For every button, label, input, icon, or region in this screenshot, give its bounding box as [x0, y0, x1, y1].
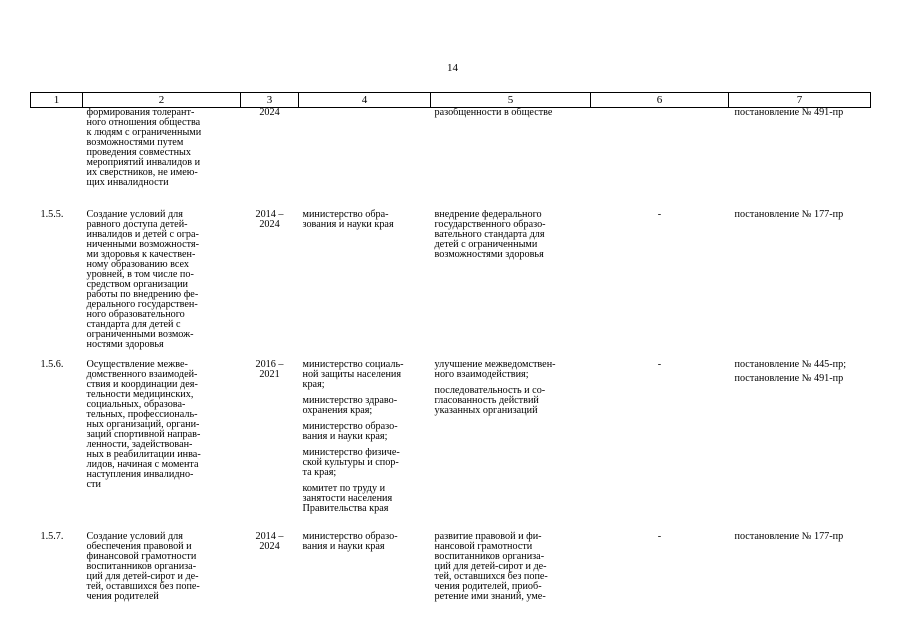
- cell-paragraph: министерство обра- зования и науки края: [302, 209, 394, 230]
- cell-paragraph: министерство образо- вания и науки края: [302, 531, 398, 552]
- cell-paragraph: постановление № 445-пр;: [734, 359, 847, 370]
- measure-number: [31, 108, 83, 203]
- cell-paragraph: министерство физиче- ской культуры и спор- та края;: [302, 447, 400, 478]
- cell-paragraph: комитет по труду и занятости населения Правительства края: [302, 483, 393, 514]
- measure-executors: [299, 108, 431, 203]
- measure-regulations: [729, 202, 871, 354]
- header-row: [31, 93, 871, 108]
- measure-period: 2016 – 2021: [255, 359, 284, 380]
- cell-paragraph: постановление № 491-пр: [734, 373, 844, 384]
- measure-regulations: [729, 526, 871, 602]
- measure-column-6: -: [657, 209, 662, 220]
- header-cell: 4: [299, 93, 431, 108]
- table-row: [31, 354, 871, 526]
- header-cell: 6: [591, 93, 729, 108]
- measure-number: 1.5.6.: [40, 359, 64, 370]
- header-cell: 2: [83, 93, 241, 108]
- cell-paragraph: внедрение федерального государственного образо- вательного стандарта для детей с ограниченными возможностями здоровья: [434, 209, 546, 260]
- header-cell: 7: [729, 93, 871, 108]
- measure-description: Создание условий для равного доступа детей- инвалидов и детей с огра- ниченными возможностя- ми здоровья к качествен- ному образованию всех уровней, в том числе по- средством организации работы по внедрению фе- дерального государствен- ного образовательного стандарта для детей с ограниченными возмож- ностями здоровья: [86, 209, 199, 350]
- header-cell: 3: [241, 93, 299, 108]
- measure-executors: [299, 202, 431, 354]
- cell-paragraph: последовательность и со- гласованность действий указанных организаций: [434, 385, 546, 416]
- cell-paragraph: постановление № 177-пр: [734, 209, 844, 220]
- measure-number: 1.5.7.: [40, 531, 64, 542]
- cell-paragraph: разобщенности в обществе: [434, 107, 553, 118]
- table-row: [31, 202, 871, 354]
- cell-paragraph: постановление № 491-пр: [734, 107, 844, 118]
- measure-column-6: [591, 108, 729, 203]
- measure-results: [431, 354, 591, 526]
- measure-results: [431, 526, 591, 602]
- measure-results: [431, 108, 591, 203]
- header-cell: 5: [431, 93, 591, 108]
- table-row: [31, 526, 871, 602]
- measure-regulations: [729, 108, 871, 203]
- measure-column-6: -: [657, 359, 662, 370]
- measure-results: [431, 202, 591, 354]
- measures-table: [30, 92, 871, 602]
- measure-period: 2014 – 2024: [255, 531, 284, 552]
- cell-paragraph: министерство социаль- ной защиты населения края;: [302, 359, 404, 390]
- measure-column-6: -: [657, 531, 662, 542]
- measure-executors: [299, 526, 431, 602]
- cell-paragraph: улучшение межведомствен- ного взаимодействия;: [434, 359, 556, 380]
- measure-period: 2024: [259, 107, 280, 118]
- header-cell: 1: [31, 93, 83, 108]
- table-row: [31, 108, 871, 203]
- measure-regulations: [729, 354, 871, 526]
- measure-period: 2014 – 2024: [255, 209, 284, 230]
- measure-number: 1.5.5.: [40, 209, 64, 220]
- cell-paragraph: министерство образо- вания и науки края;: [302, 421, 398, 442]
- measure-description: формирования толерант- ного отношения общества к людям с ограниченными возможностями путем проведения совместных мероприятий инвалидов и их сверстников, не имею- щих инвалидности: [86, 107, 202, 188]
- page-number: 14: [447, 62, 458, 74]
- cell-paragraph: постановление № 177-пр: [734, 531, 844, 542]
- measure-executors: [299, 354, 431, 526]
- measure-description: Осуществление межве- домственного взаимодей- ствия и координации дея- тельности медицинских, социальных, образова- тельных, профессиональ- ных организаций, органи- заций спортивной направ- ленности, задействован- ных в реабилитации инва- лидов, начиная с момента наступления инвалидно- сти: [86, 359, 201, 490]
- measure-description: Создание условий для обеспечения правовой и финансовой грамотности воспитанников организа- ций для детей-сирот и де- тей, оставшихся без попе- чения родителей: [86, 531, 200, 602]
- cell-paragraph: развитие правовой и фи- нансовой грамотности воспитанников организа- ций для детей-сирот и де- тей, оставшихся без попе- чения родителей, приоб- ретение ими знаний, уме-: [434, 531, 548, 602]
- cell-paragraph: министерство здраво- охранения края;: [302, 395, 398, 416]
